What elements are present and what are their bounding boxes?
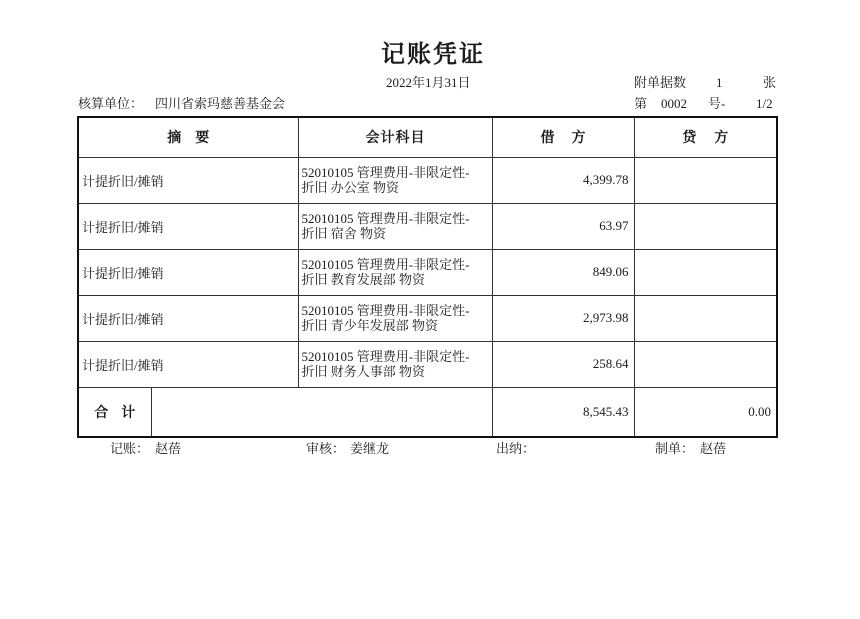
- row-account-line: 折旧 办公室 物资: [301, 180, 400, 195]
- header-credit: 贷方: [634, 117, 777, 157]
- row-credit: [634, 203, 777, 249]
- table-row: [78, 341, 777, 387]
- page-indicator: 1/2: [756, 96, 773, 111]
- row-credit: [634, 157, 777, 203]
- reviewer-label: 审核：: [306, 441, 346, 456]
- reviewer-name: 姜继龙: [350, 441, 390, 456]
- total-blank-cell: [151, 387, 492, 437]
- row-account-line: 折旧 教育发展部 物资: [301, 272, 426, 287]
- row-debit: 849.06: [492, 249, 634, 295]
- row-credit: [634, 249, 777, 295]
- header-summary: 摘要: [78, 117, 298, 157]
- bookkeeper-name: 赵蓓: [155, 441, 182, 456]
- header-account: 会计科目: [298, 117, 492, 157]
- table-row: [78, 157, 777, 203]
- voucher-table: [77, 116, 778, 438]
- attachments-label: 附单据数: [634, 75, 687, 90]
- row-account: [298, 341, 492, 387]
- total-row: [78, 387, 777, 437]
- row-summary: 计提折旧/摊销: [78, 249, 298, 295]
- voucher-number: 0002: [661, 96, 687, 111]
- row-account-line: 折旧 财务人事部 物资: [301, 364, 426, 379]
- row-account-line: 52010105 管理费用-非限定性-: [301, 165, 470, 180]
- cashier-label: 出纳：: [496, 441, 536, 456]
- row-debit: 4,399.78: [492, 157, 634, 203]
- row-account: [298, 203, 492, 249]
- row-account-line: 52010105 管理费用-非限定性-: [301, 303, 470, 318]
- row-account: [298, 157, 492, 203]
- row-account-line: 折旧 青少年发展部 物资: [301, 318, 439, 333]
- table-row: [78, 295, 777, 341]
- voucher-no-prefix: 第: [634, 96, 648, 111]
- voucher-title: 记账凭证: [381, 42, 485, 68]
- total-label: 合计: [78, 387, 151, 437]
- unit-label: 核算单位：: [78, 96, 144, 111]
- table-row: [78, 249, 777, 295]
- voucher-date: 2022年1月31日: [386, 75, 471, 90]
- unit-name: 四川省索玛慈善基金会: [155, 96, 286, 111]
- row-summary: 计提折旧/摊销: [78, 295, 298, 341]
- preparer-label: 制单：: [655, 441, 695, 456]
- row-account-line: 52010105 管理费用-非限定性-: [301, 349, 470, 364]
- row-account-line: 52010105 管理费用-非限定性-: [301, 257, 470, 272]
- total-credit: 0.00: [634, 387, 777, 437]
- row-summary: 计提折旧/摊销: [78, 203, 298, 249]
- table-row: [78, 203, 777, 249]
- total-debit: 8,545.43: [492, 387, 634, 437]
- bookkeeper-label: 记账：: [110, 441, 150, 456]
- attachments-count: 1: [716, 75, 723, 90]
- row-account-line: 折旧 宿舍 物资: [301, 226, 387, 241]
- row-debit: 63.97: [492, 203, 634, 249]
- row-account-line: 52010105 管理费用-非限定性-: [301, 211, 470, 226]
- table-header-row: [78, 117, 777, 157]
- attachments-unit: 张: [763, 75, 777, 90]
- preparer-name: 赵蓓: [700, 441, 727, 456]
- row-account: [298, 295, 492, 341]
- row-summary: 计提折旧/摊销: [78, 157, 298, 203]
- row-debit: 258.64: [492, 341, 634, 387]
- voucher-no-suffix: 号-: [708, 96, 726, 111]
- row-summary: 计提折旧/摊销: [78, 341, 298, 387]
- row-debit: 2,973.98: [492, 295, 634, 341]
- row-account: [298, 249, 492, 295]
- header-debit: 借方: [492, 117, 634, 157]
- row-credit: [634, 295, 777, 341]
- row-credit: [634, 341, 777, 387]
